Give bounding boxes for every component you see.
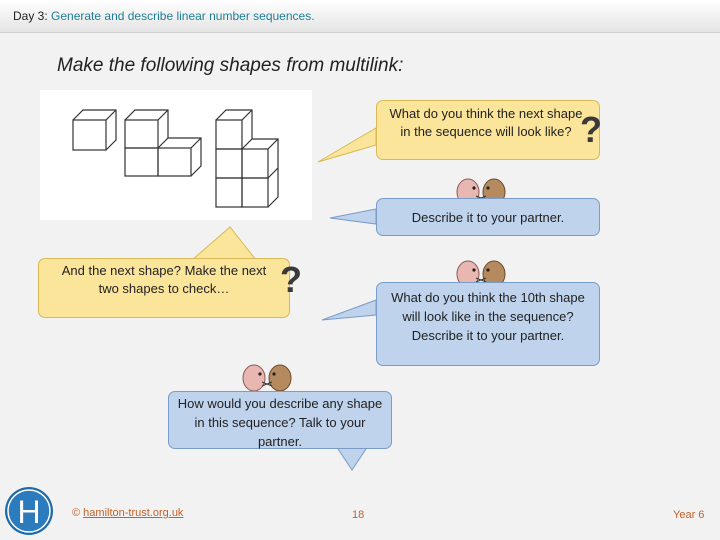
hamilton-logo-icon (4, 485, 54, 537)
bubble-next-shape-question (376, 100, 600, 160)
logo-letter: H (17, 494, 41, 530)
bubble-tenth-shape (376, 282, 600, 366)
instruction-subtitle: Make the following shapes from multilink: (57, 55, 404, 76)
hamilton-trust-link[interactable]: hamilton-trust.org.uk (83, 507, 184, 519)
bubble-next-two-shapes-text: And the next shape? Make the next two shapes to check… (61, 263, 267, 296)
copyright-symbol: © (72, 507, 81, 519)
bubble-describe-any-shape-text: How would you describe any shape in this sequence? Talk to your partner. (177, 396, 383, 449)
bubble-next-two-shapes (38, 258, 290, 318)
bubble-tenth-shape-text: What do you think the 10th shape will look like in the sequence? Describe it to your partner. (391, 290, 585, 343)
day-label: Day 3: (13, 9, 48, 23)
year-label: Year 6 (673, 509, 705, 521)
question-mark-icon: ? (280, 259, 302, 300)
lesson-title: Generate and describe linear number sequences. (51, 9, 315, 23)
bubble-describe-partner (376, 198, 600, 236)
bubble-next-shape-text: What do you think the next shape in the sequence will look like? (389, 106, 583, 139)
bubble-describe-any-shape (168, 391, 392, 449)
footer-copyright (72, 507, 183, 519)
bubble-describe-partner-text: Describe it to your partner. (411, 210, 565, 225)
question-mark-icon: ? (580, 109, 602, 150)
page-number: 18 (352, 509, 365, 521)
